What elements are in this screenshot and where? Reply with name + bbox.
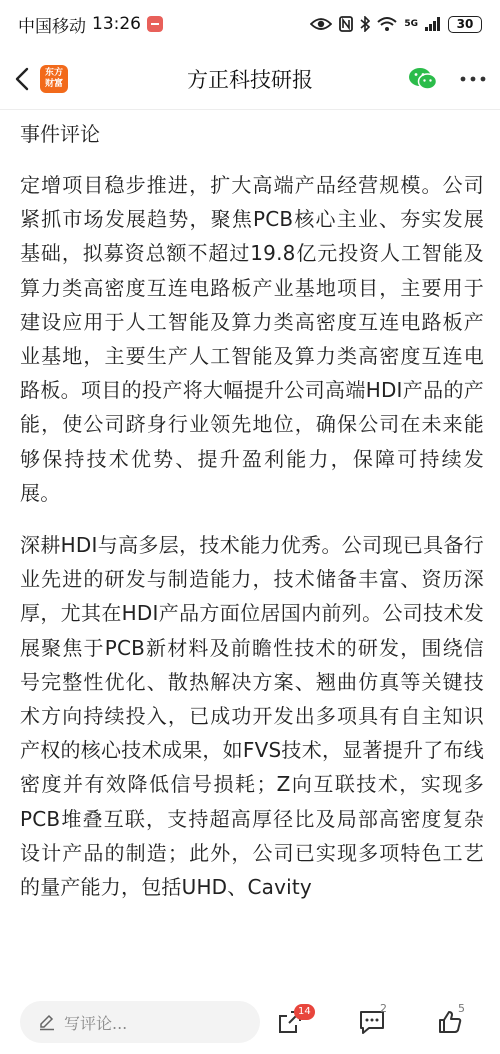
page-title: 方正科技研报 — [187, 67, 313, 92]
share-button[interactable] — [272, 990, 311, 1054]
eye-icon — [310, 17, 332, 31]
like-count: 5 — [458, 1002, 465, 1015]
comment-placeholder: 写评论... — [64, 1013, 128, 1033]
carrier-label: 中国移动 — [18, 16, 86, 37]
nav-actions — [408, 48, 486, 110]
comments-button[interactable] — [354, 990, 390, 1054]
article-paragraph: 定增项目稳步推进，扩大高端产品经营规模。公司紧抓市场发展趋势，聚焦PCB核心主业、夯实发展基础，拟募资总额不超过19.8亿元投资人工智能及算力类高密度互连电路板产业基地项目，主要用于建设应用于人工智能及算力类高密度互连电路板产业基地，主要生产人工智能及算力类高密度互连电路板。项目的投产将大幅提升公司高端HDI产品的产能，使公司跻身行业领先地位，确保公司在未来能够保持技术优势、提升盈利能力，保障可持续发展。 — [20, 173, 484, 505]
status-right — [310, 16, 482, 33]
bottom-bar — [0, 990, 500, 1054]
nfc-icon — [339, 16, 353, 32]
back-button[interactable] — [4, 48, 40, 110]
bluetooth-icon — [360, 16, 370, 32]
logo-line-2: 财富 — [44, 78, 63, 89]
status-bar — [0, 0, 500, 48]
signal-icon — [425, 17, 441, 31]
wechat-icon[interactable] — [408, 66, 438, 92]
share-badge: 14 — [294, 1004, 315, 1020]
battery-indicator: 30 — [448, 16, 482, 33]
article-paragraph: 深耕HDI与高多层，技术能力优秀。公司现已具备行业先进的研发与制造能力，技术储备丰富、资历深厚，尤其在HDI产品方面位居国内前列。公司技术发展聚焦于PCB新材料及前瞻性技术的研发，围绕信号完整性优化、散热解决方案、翘曲仿真等关键技术方向持续投入，已成功开发出多项具有自主知识产权的核心技术成果，如FVS技术，显著提升了布线密度并有效降低信号损耗；Z向互联技术，实现多PCB堆叠互联，支持超高厚径比及局部高密度复杂设计产品的制造；此外，公司已实现多项特色工艺的量产能力，包括UHD、Cavity — [20, 533, 484, 900]
status-left — [18, 12, 163, 37]
content-fade — [0, 960, 500, 990]
wifi-icon — [377, 16, 397, 32]
article-body — [20, 110, 484, 986]
notification-icon — [147, 16, 163, 32]
pencil-icon — [38, 1013, 56, 1031]
section-heading: 事件评论 — [20, 122, 100, 146]
like-button[interactable] — [432, 990, 468, 1054]
network-type: 5G — [404, 19, 418, 29]
clock: 13:26 — [92, 14, 141, 34]
app-logo[interactable] — [40, 65, 68, 93]
comment-count: 2 — [380, 1002, 387, 1015]
nav-bar — [0, 48, 500, 110]
chevron-left-icon — [15, 67, 29, 91]
more-icon[interactable] — [460, 76, 486, 82]
comment-input[interactable] — [20, 1001, 260, 1043]
logo-line-1: 东方 — [44, 67, 63, 78]
